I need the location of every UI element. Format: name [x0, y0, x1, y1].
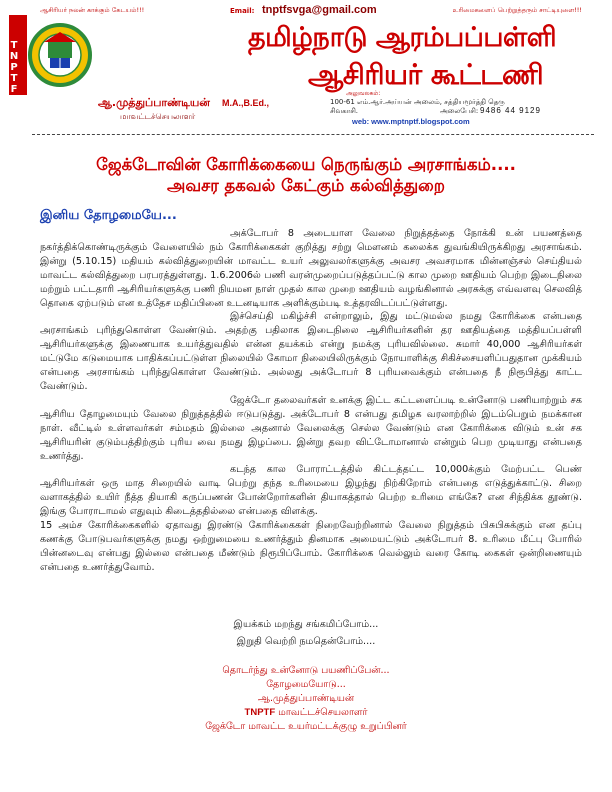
address-label: அலுவலகம்: [346, 90, 381, 97]
org-name-line2: ஆசிரியர் கூட்டணி [308, 58, 544, 91]
headline-line1: ஜேக்டோவின் கோரிக்கையை நெருங்கும் அரசாங்கம்.... [96, 155, 516, 174]
closing-title [0, 706, 612, 720]
greeting: இனிய தோழமையே... [40, 208, 177, 223]
address-city: சிவகாசி. [330, 107, 359, 115]
paragraph: ஜேக்டோ தலைவர்கள் உனக்கு இட்ட கட்டளைப்படி உன்னோடு பணியாற்றும் சக ஆசிரிய தோழமையும் வேலை நிறுத்தத்தில் ஈடுபடுத்து. அக்டோபர் 8 என்பது தமிழக வரலாற்றில் இடம்பெறும் நமக்கான நாள். வீட்டில் உள்ளவர்கள் சம்மதம் இல்லை அதனால் வேலைக்கு செல்ல வேண்டும் என கோரிக்கை விடும் உன் சக ஆசிரியரின் குடும்பத்திற்கும் புரிய வை நமது இழப்பை. இன்று தவற விட்டோமானால் என்றும் பெற முடியாது என்பதை உணர்த்து. [40, 394, 582, 462]
email-label: Email: [230, 7, 255, 15]
closing-line2: தோழமையோடு... [266, 679, 346, 690]
paragraph: இச்செய்தி மகிழ்ச்சி என்றாலும், இது மட்டுமல்ல நமது கோரிக்கை என்பதை அரசாங்கம் புரிந்துகொள்ள வேண்டும். அதற்கு பதிலாக இடைநிலை ஆசிரியர்களின் தர ஊதியத்தை மத்தியப்பள்ளி ஆசிரியர்களுக்கு இணையாக உயர்த்துவதில் என்ன தயக்கம் என்று நமக்கு புரியவில்லை. சுமார் 40,000 ஆசிரியர்கள் மட்டுமே கடுமையாக பாதிக்கப்பட்டுள்ள நிலையில் கோமா நிலையிலிருக்கும் நோயாளிக்கு சிகிச்சையளிப்பதுதான முக்கியம் என்பதை அரசாங்கம் புரிந்துகொள்ள வேண்டும். அல்லது அக்டோபர் 8 புரியவைக்கும் என்பதை நீ நிரூபித்து காட்ட வேண்டும். [40, 311, 582, 392]
slogans [0, 616, 612, 650]
headline-line2: அவசர தகவல் கேட்கும் கல்வித்துறை [167, 176, 445, 195]
logo-text [6, 40, 22, 98]
top-right-slogan: உரிமைகளைப் பெற்றுத்தரும் சாட்டியுளை!!! [452, 6, 582, 14]
secretary-name: ஆ.முத்துப்பாண்டியன் [98, 96, 210, 109]
phone-number: 9486 44 9129 [480, 106, 541, 115]
closing-block [0, 664, 612, 734]
email-link[interactable]: tnptfsvga@gmail.com [262, 4, 377, 16]
closing-line5: ஜேக்டோ மாவட்ட உயர்மட்டக்குழு உறுப்பினர் [205, 721, 407, 732]
closing-line1: தொடர்ந்து உன்னோடு பயணிப்பேன்... [222, 665, 390, 676]
closing-org-abbr: TNPTF [244, 707, 276, 718]
address-line: 100-61 எம்.ஆர்.அய்யன் அலைம், சத்தியமூர்த்தி தெரு [330, 98, 505, 106]
slogan-line: இறுதி வெற்றி நமதென்போம்.... [236, 636, 376, 647]
paragraph: கடந்த கால போராட்டத்தில் கிட்டத்தட்ட 10,000க்கும் மேற்பட்ட பெண் ஆசிரியர்கள் ஒரு மாத சிறையில் வாடி பெற்று தந்த உரிமையை இழந்து நிற்கிறோம் என்பதை எடுத்துக்காட்டு. சிறை வளாகத்தில் உயிர் நீத்த தியாகி கருப்பணன் போன்றோர்களின் தியாகத்தால் பெற்ற உரிமை எங்கே? என சிந்திக்க தூண்டு. இங்கு போராடாமல் எதுவும் கிடைத்ததில்லை என்பதை விளக்கு. [40, 464, 582, 518]
letter-body [40, 227, 582, 575]
logo-text-label: TNPTF [8, 40, 20, 95]
letterhead-divider [32, 134, 594, 135]
closing-signatory: ஆ.முத்துப்பாண்டியன் [257, 693, 355, 704]
website-link[interactable]: web: www.mptnptf.blogspot.com [352, 117, 470, 126]
secretary-qualification: M.A.,B.Ed., [222, 98, 269, 108]
closing-title-text: மாவட்டச்செயலாளர் [278, 707, 368, 718]
paragraph: 15 அம்ச கோரிக்கைகளில் ஏதாவது இரண்டு கோரிக்கைகள் நிறைவேற்றினால் வேலை நிறுத்தம் பிசுபிசுக்கும் என தப்பு கணக்கு போடுபவர்களுக்கு நமது ஒற்றுமையை உணர்த்தும் தினமாக அமையட்டும் அக்டோபர் 8. உரிமை மீட்பு போரில் பின்னடைவு என்பது இல்லை என்பதை மீண்டும் நிரூபிப்போம். கோரிக்கை வெல்லும் வரை கோடி கைகள் ஒன்றிணையும் என்பதை உணர்த்துவோம். [40, 520, 582, 573]
paragraph: அக்டோபர் 8 அடையாள வேலை நிறுத்தத்தை நோக்கி உன் பயணத்தை நகர்த்திக்கொண்டிருக்கும் வேளையில் நம் கோரிக்கைகள் குறித்து சற்று மௌனம் கலைக்க துவங்கியிருக்கிறது அரசாங்கம். இன்று (5.10.15) மதியம் கல்வித்துறையின் மாவட்ட உயர் அலுவலர்களுக்கு அவசர அவசரமாக மின்னஞ்சல் செய்தியல் மாவட்ட கல்வித்துறை பரபரத்துள்ளது. 1.6.2006ல் பணி வரன்முறைப்படுத்தப்பட்டு கால முறை ஊதியம் பெற்ற இடைநிலை மற்றும் பட்டதாரி ஆசிரியர்களுக்கு பணி நியமன நாள் முதல் கால முறை ஊதியம் வழங்கினால் அரசுக்கு எவ்வளவு செலவித் தொகை ஏற்படும் என உத்தேச மதிப்பினை உடனடியாக அளிக்கும்படி உத்தரவிடப்பட்டுள்ளது. [40, 228, 582, 309]
phone-label: அலைபேசி: [440, 107, 479, 115]
slogan-line: இயக்கம் மறந்து சங்கமிப்போம்... [233, 619, 379, 630]
top-left-slogan: ஆசிரியர் நலன் காக்கும் கேடயம்!!! [40, 6, 145, 14]
secretary-title: மாவட்டச்செயலாளர் [120, 112, 196, 121]
org-name-line1: தமிழ்நாடு ஆரம்பப்பள்ளி [248, 22, 557, 53]
